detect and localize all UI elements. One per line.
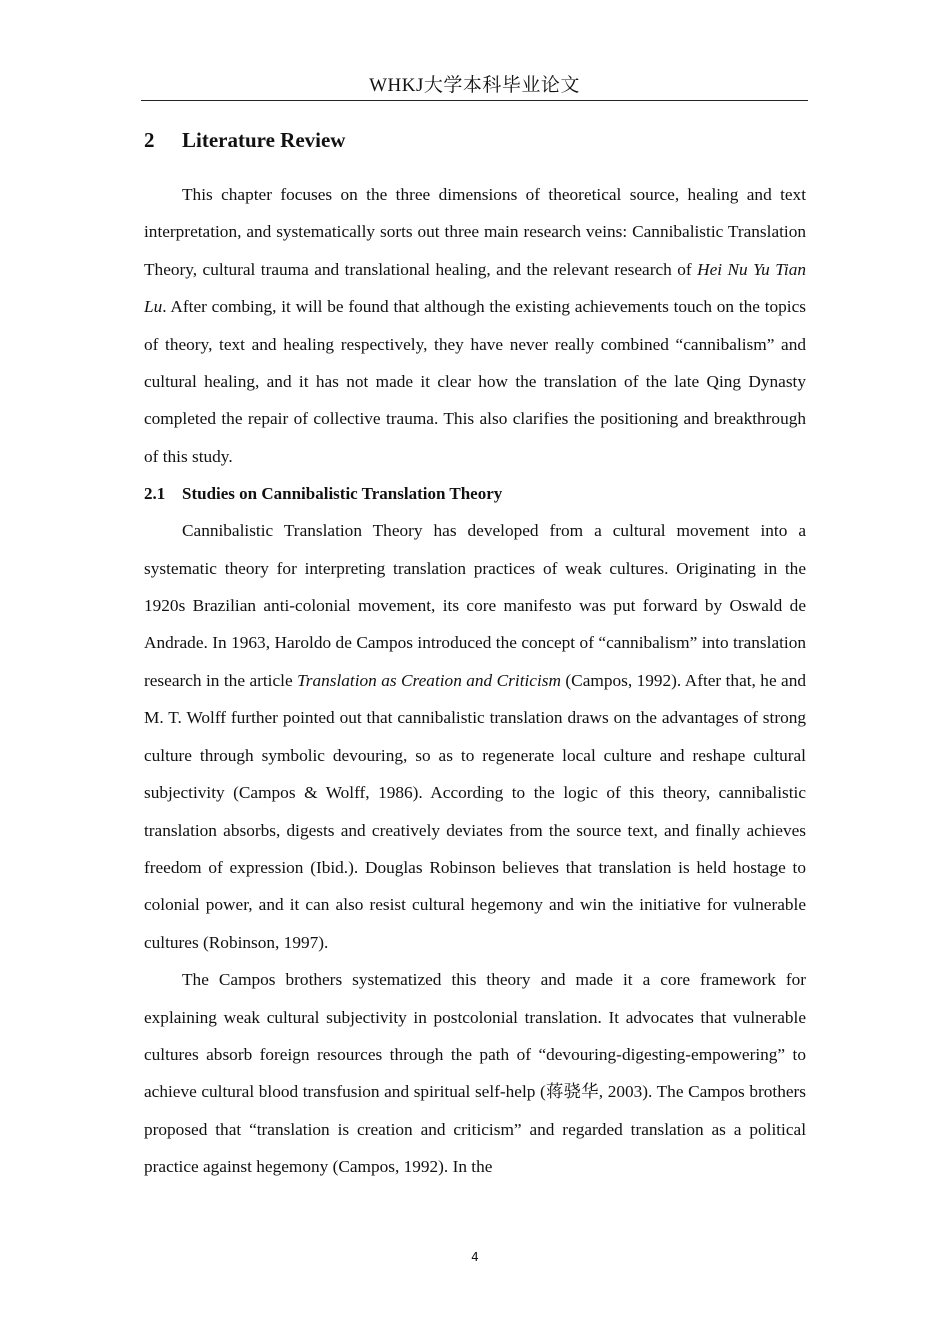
chapter-title: Literature Review: [182, 128, 346, 152]
page-content: [144, 122, 806, 1186]
para1-article-title: Translation as Creation and Criticism: [297, 670, 561, 690]
intro-book-title: Hei Nu Yu Tian Lu: [144, 259, 807, 317]
page-number: 4: [471, 1250, 479, 1264]
intro-text-b: . After combing, it will be found that although the existing achievements touch on the topics of theory, text and healing respectively, they have never really combined “cannibalism” and cultural healing, and it has not made it clear how the translation of the late Qing Dynasty completed the repair of collective trauma. This also clarifies the positioning and breakthrough of this study.: [144, 297, 806, 466]
header-rule: [141, 100, 808, 101]
para1-text-b: (Campos, 1992). After that, he and M. T. Wolff further pointed out that cannibalistic translation draws on the advantages of strong culture through symbolic devouring, so as to regenerate local culture and reshape cultural subjectivity (Campos & Wolff, 1986). According to the logic of this theory, cannibalistic translation absorbs, digests and creatively deviates from the source text, and finally achieves freedom of expression (Ibid.). Douglas Robinson believes that translation is held hostage to colonial power, and it can also resist cultural hegemony and win the initiative for vulnerable cultures (Robinson, 1997).: [144, 670, 807, 952]
paragraph-1: [144, 512, 806, 961]
section-heading: [144, 475, 806, 512]
chapter-heading: [144, 122, 806, 158]
chapter-number: 2: [144, 128, 155, 152]
intro-text-a: This chapter focuses on the three dimensions of theoretical source, healing and text interpretation, and systematically sorts out three main research veins: Cannibalistic Translation Theory, cultural trauma and translational healing, and the relevant research of: [144, 185, 806, 279]
paragraph-2: The Campos brothers systematized this theory and made it a core framework for explaining weak cultural subjectivity in postcolonial translation. It advocates that vulnerable cultures absorb foreign resources through the path of “devouring-digesting-empowering” to achieve cultural blood transfusion and spiritual self-help (蒋骁华, 2003). The Campos brothers proposed that “translation is creation and criticism” and regarded translation as a political practice against hegemony (Campos, 1992). In the: [144, 970, 806, 1177]
section-number: 2.1: [144, 484, 166, 504]
section-title: Studies on Cannibalistic Translation Theory: [182, 484, 503, 504]
intro-paragraph: [144, 176, 806, 475]
para1-text-a: Cannibalistic Translation Theory has developed from a cultural movement into a systematic theory for interpreting translation practices of weak cultures. Originating in the 1920s Brazilian anti-colonial movement, its core manifesto was put forward by Oswald de Andrade. In 1963, Haroldo de Campos introduced the concept of “cannibalism” into translation research in the article: [144, 521, 806, 690]
page-header: WHKJ大学本科毕业论文: [369, 75, 580, 96]
